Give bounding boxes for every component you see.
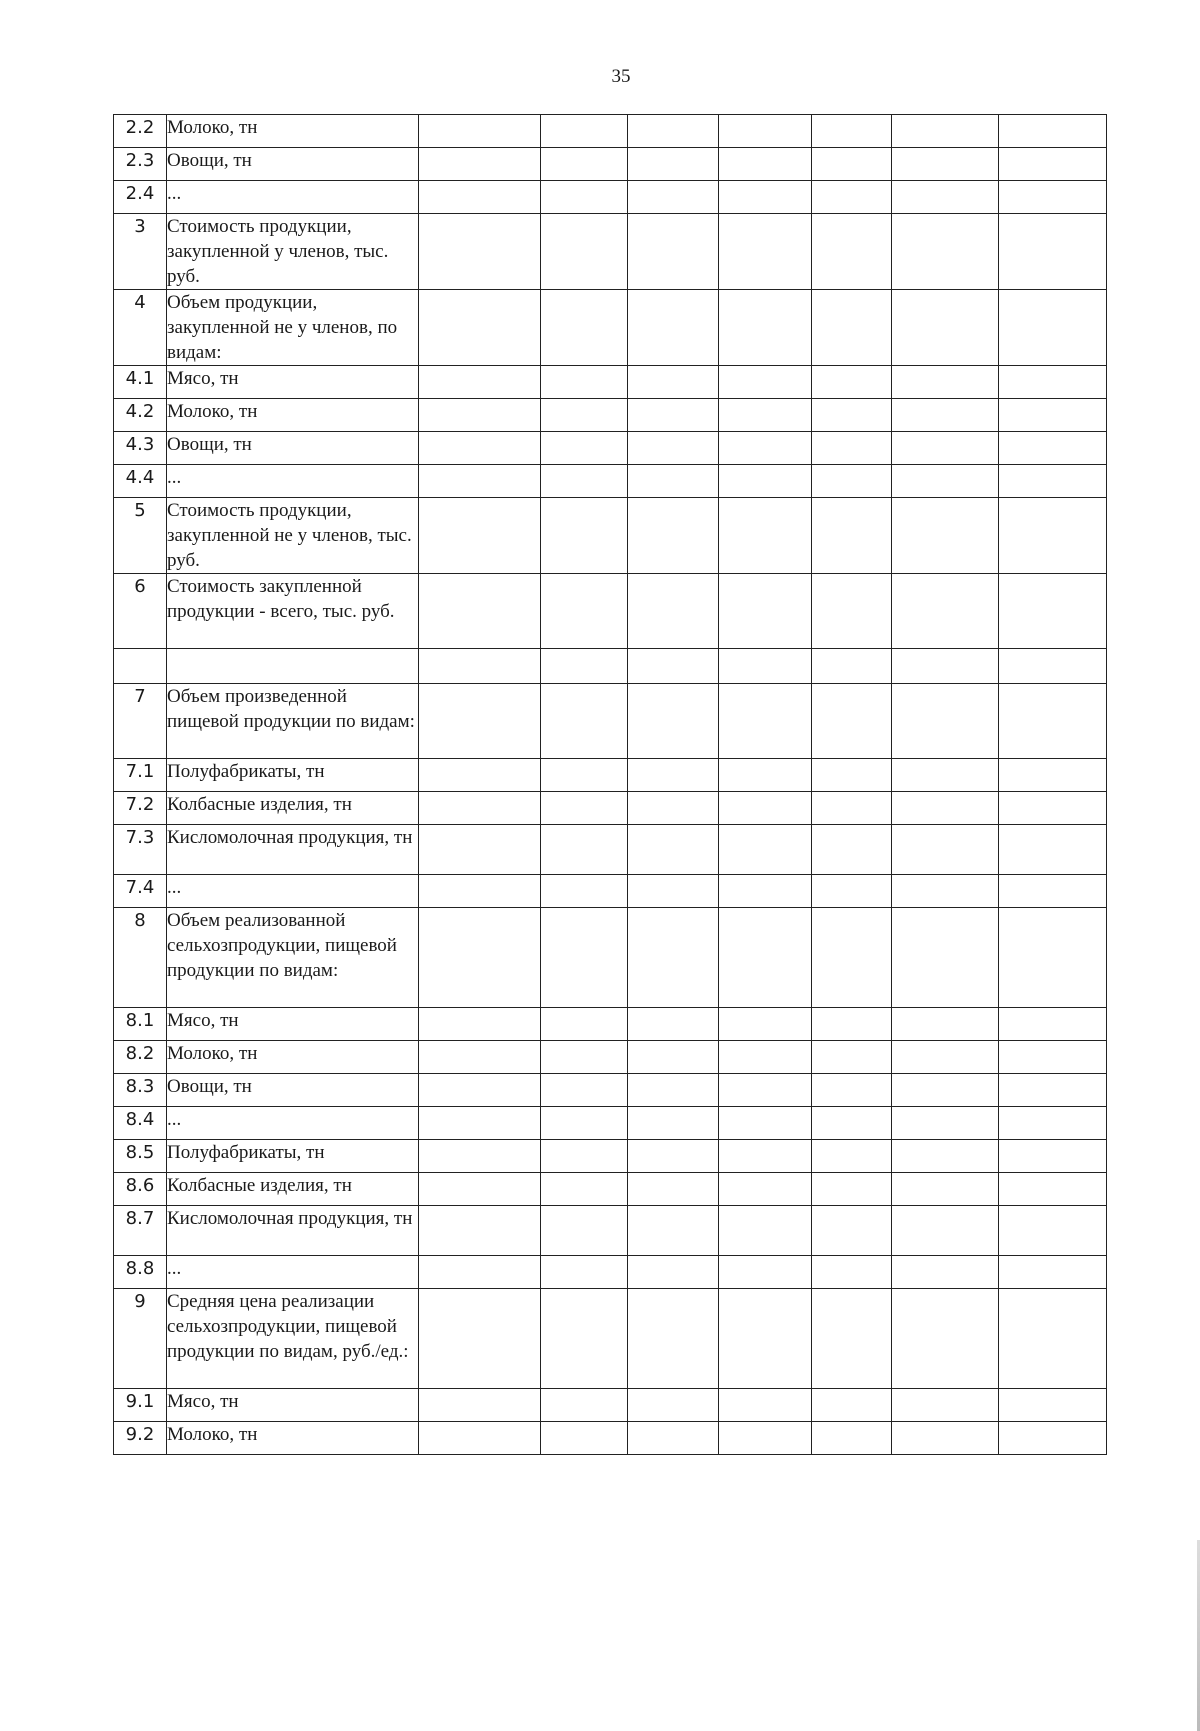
value-cell bbox=[892, 181, 999, 214]
row-label: Стоимость продукции, закупленной у членов, тыс. руб. bbox=[167, 214, 419, 290]
row-label: ... bbox=[167, 1107, 419, 1140]
value-cell bbox=[999, 498, 1107, 574]
value-cell bbox=[419, 1256, 541, 1289]
value-cell bbox=[999, 115, 1107, 148]
row-number: 9.1 bbox=[114, 1389, 167, 1422]
value-cell bbox=[812, 1206, 892, 1256]
row-number: 8.1 bbox=[114, 1008, 167, 1041]
table-row bbox=[114, 1422, 1107, 1455]
value-cell bbox=[628, 875, 719, 908]
row-number: 9.2 bbox=[114, 1422, 167, 1455]
value-cell bbox=[419, 1206, 541, 1256]
value-cell bbox=[419, 825, 541, 875]
value-cell bbox=[892, 1074, 999, 1107]
value-cell bbox=[812, 1107, 892, 1140]
table-row bbox=[114, 574, 1107, 649]
value-cell bbox=[892, 366, 999, 399]
value-cell bbox=[628, 115, 719, 148]
row-label: ... bbox=[167, 181, 419, 214]
report-table bbox=[113, 114, 1107, 1455]
value-cell bbox=[541, 1422, 628, 1455]
value-cell bbox=[719, 1289, 812, 1389]
value-cell bbox=[812, 290, 892, 366]
value-cell bbox=[812, 1074, 892, 1107]
row-number: 4.4 bbox=[114, 465, 167, 498]
value-cell bbox=[719, 498, 812, 574]
value-cell bbox=[999, 399, 1107, 432]
value-cell bbox=[628, 759, 719, 792]
value-cell bbox=[628, 792, 719, 825]
value-cell bbox=[719, 432, 812, 465]
row-number: 8.7 bbox=[114, 1206, 167, 1256]
value-cell bbox=[719, 759, 812, 792]
value-cell bbox=[999, 465, 1107, 498]
value-cell bbox=[999, 1206, 1107, 1256]
value-cell bbox=[419, 1140, 541, 1173]
value-cell bbox=[628, 1256, 719, 1289]
value-cell bbox=[719, 1422, 812, 1455]
value-cell bbox=[719, 1173, 812, 1206]
value-cell bbox=[719, 1074, 812, 1107]
value-cell bbox=[541, 1107, 628, 1140]
row-number: 8.5 bbox=[114, 1140, 167, 1173]
table-row bbox=[114, 1289, 1107, 1389]
value-cell bbox=[892, 1008, 999, 1041]
value-cell bbox=[812, 1173, 892, 1206]
table-row bbox=[114, 684, 1107, 759]
value-cell bbox=[628, 290, 719, 366]
row-number: 4 bbox=[114, 290, 167, 366]
table-row bbox=[114, 181, 1107, 214]
value-cell bbox=[541, 1389, 628, 1422]
value-cell bbox=[719, 366, 812, 399]
value-cell bbox=[419, 148, 541, 181]
value-cell bbox=[812, 432, 892, 465]
value-cell bbox=[812, 649, 892, 684]
value-cell bbox=[999, 1140, 1107, 1173]
row-label: Стоимость закупленной продукции - всего, тыс. руб. bbox=[167, 574, 419, 649]
value-cell bbox=[419, 1389, 541, 1422]
table-row bbox=[114, 649, 1107, 684]
value-cell bbox=[812, 825, 892, 875]
row-label: Овощи, тн bbox=[167, 1074, 419, 1107]
value-cell bbox=[419, 399, 541, 432]
value-cell bbox=[892, 1422, 999, 1455]
value-cell bbox=[999, 432, 1107, 465]
value-cell bbox=[719, 649, 812, 684]
row-label: Полуфабрикаты, тн bbox=[167, 759, 419, 792]
value-cell bbox=[892, 1289, 999, 1389]
value-cell bbox=[719, 1008, 812, 1041]
value-cell bbox=[541, 290, 628, 366]
row-number: 6 bbox=[114, 574, 167, 649]
value-cell bbox=[999, 1008, 1107, 1041]
value-cell bbox=[419, 498, 541, 574]
value-cell bbox=[419, 792, 541, 825]
value-cell bbox=[812, 181, 892, 214]
value-cell bbox=[541, 366, 628, 399]
value-cell bbox=[812, 1008, 892, 1041]
value-cell bbox=[541, 825, 628, 875]
table-row bbox=[114, 792, 1107, 825]
value-cell bbox=[812, 115, 892, 148]
value-cell bbox=[628, 649, 719, 684]
value-cell bbox=[719, 148, 812, 181]
value-cell bbox=[419, 1107, 541, 1140]
value-cell bbox=[419, 759, 541, 792]
value-cell bbox=[812, 759, 892, 792]
table-row bbox=[114, 875, 1107, 908]
table-row bbox=[114, 1206, 1107, 1256]
value-cell bbox=[812, 399, 892, 432]
value-cell bbox=[419, 1008, 541, 1041]
row-label bbox=[167, 649, 419, 684]
row-label: Полуфабрикаты, тн bbox=[167, 1140, 419, 1173]
value-cell bbox=[892, 290, 999, 366]
value-cell bbox=[812, 1289, 892, 1389]
row-number: 2.4 bbox=[114, 181, 167, 214]
table-row bbox=[114, 214, 1107, 290]
table-row bbox=[114, 1256, 1107, 1289]
value-cell bbox=[419, 181, 541, 214]
value-cell bbox=[628, 1389, 719, 1422]
value-cell bbox=[628, 1107, 719, 1140]
value-cell bbox=[892, 399, 999, 432]
table-row bbox=[114, 1389, 1107, 1422]
row-label: Объем продукции, закупленной не у членов, по видам: bbox=[167, 290, 419, 366]
value-cell bbox=[628, 498, 719, 574]
row-number: 4.1 bbox=[114, 366, 167, 399]
value-cell bbox=[419, 214, 541, 290]
value-cell bbox=[999, 1074, 1107, 1107]
row-number: 7.1 bbox=[114, 759, 167, 792]
table-row bbox=[114, 908, 1107, 1008]
value-cell bbox=[719, 214, 812, 290]
value-cell bbox=[628, 1422, 719, 1455]
row-label: Молоко, тн bbox=[167, 1041, 419, 1074]
value-cell bbox=[999, 908, 1107, 1008]
value-cell bbox=[541, 1206, 628, 1256]
value-cell bbox=[719, 875, 812, 908]
value-cell bbox=[419, 432, 541, 465]
row-number: 2.2 bbox=[114, 115, 167, 148]
value-cell bbox=[892, 574, 999, 649]
value-cell bbox=[892, 1107, 999, 1140]
row-number: 7.3 bbox=[114, 825, 167, 875]
table-row bbox=[114, 148, 1107, 181]
page-number: 35 bbox=[611, 66, 631, 87]
value-cell bbox=[719, 465, 812, 498]
value-cell bbox=[892, 875, 999, 908]
row-label: Объем произведенной пищевой продукции по видам: bbox=[167, 684, 419, 759]
value-cell bbox=[892, 684, 999, 759]
value-cell bbox=[999, 290, 1107, 366]
table-row bbox=[114, 498, 1107, 574]
value-cell bbox=[999, 1389, 1107, 1422]
table-row bbox=[114, 432, 1107, 465]
value-cell bbox=[419, 1173, 541, 1206]
value-cell bbox=[541, 1289, 628, 1389]
row-number: 7.2 bbox=[114, 792, 167, 825]
value-cell bbox=[419, 465, 541, 498]
row-label: ... bbox=[167, 875, 419, 908]
value-cell bbox=[541, 432, 628, 465]
value-cell bbox=[419, 1041, 541, 1074]
row-number: 7 bbox=[114, 684, 167, 759]
value-cell bbox=[892, 214, 999, 290]
value-cell bbox=[628, 825, 719, 875]
value-cell bbox=[628, 148, 719, 181]
value-cell bbox=[419, 574, 541, 649]
value-cell bbox=[719, 792, 812, 825]
value-cell bbox=[628, 181, 719, 214]
value-cell bbox=[419, 649, 541, 684]
value-cell bbox=[419, 1422, 541, 1455]
value-cell bbox=[892, 1389, 999, 1422]
value-cell bbox=[541, 1140, 628, 1173]
value-cell bbox=[812, 214, 892, 290]
row-number: 2.3 bbox=[114, 148, 167, 181]
value-cell bbox=[999, 1041, 1107, 1074]
value-cell bbox=[628, 1289, 719, 1389]
value-cell bbox=[892, 432, 999, 465]
value-cell bbox=[892, 1173, 999, 1206]
value-cell bbox=[999, 214, 1107, 290]
value-cell bbox=[719, 115, 812, 148]
value-cell bbox=[812, 1140, 892, 1173]
row-label: Молоко, тн bbox=[167, 1422, 419, 1455]
value-cell bbox=[719, 574, 812, 649]
value-cell bbox=[999, 759, 1107, 792]
value-cell bbox=[719, 684, 812, 759]
value-cell bbox=[541, 1008, 628, 1041]
value-cell bbox=[419, 1289, 541, 1389]
value-cell bbox=[812, 875, 892, 908]
value-cell bbox=[541, 759, 628, 792]
value-cell bbox=[719, 181, 812, 214]
value-cell bbox=[541, 875, 628, 908]
row-label: Колбасные изделия, тн bbox=[167, 792, 419, 825]
row-number: 9 bbox=[114, 1289, 167, 1389]
value-cell bbox=[541, 684, 628, 759]
value-cell bbox=[999, 1289, 1107, 1389]
table-row bbox=[114, 399, 1107, 432]
value-cell bbox=[628, 1008, 719, 1041]
table-row bbox=[114, 465, 1107, 498]
row-number: 8.3 bbox=[114, 1074, 167, 1107]
value-cell bbox=[719, 1389, 812, 1422]
row-number: 8 bbox=[114, 908, 167, 1008]
value-cell bbox=[419, 366, 541, 399]
row-number: 4.2 bbox=[114, 399, 167, 432]
table-row bbox=[114, 290, 1107, 366]
table-row bbox=[114, 1074, 1107, 1107]
value-cell bbox=[892, 792, 999, 825]
value-cell bbox=[628, 1206, 719, 1256]
value-cell bbox=[892, 1140, 999, 1173]
value-cell bbox=[719, 1256, 812, 1289]
row-number: 7.4 bbox=[114, 875, 167, 908]
value-cell bbox=[719, 825, 812, 875]
value-cell bbox=[628, 684, 719, 759]
value-cell bbox=[628, 214, 719, 290]
value-cell bbox=[892, 649, 999, 684]
value-cell bbox=[719, 1041, 812, 1074]
table-row bbox=[114, 759, 1107, 792]
value-cell bbox=[541, 908, 628, 1008]
value-cell bbox=[892, 759, 999, 792]
value-cell bbox=[541, 181, 628, 214]
value-cell bbox=[999, 875, 1107, 908]
row-number: 8.2 bbox=[114, 1041, 167, 1074]
row-number: 8.8 bbox=[114, 1256, 167, 1289]
value-cell bbox=[892, 908, 999, 1008]
report-table-body bbox=[114, 115, 1107, 1455]
value-cell bbox=[719, 290, 812, 366]
value-cell bbox=[999, 366, 1107, 399]
value-cell bbox=[719, 1140, 812, 1173]
value-cell bbox=[628, 432, 719, 465]
value-cell bbox=[812, 366, 892, 399]
value-cell bbox=[999, 148, 1107, 181]
value-cell bbox=[541, 1173, 628, 1206]
row-number: 4.3 bbox=[114, 432, 167, 465]
value-cell bbox=[541, 465, 628, 498]
value-cell bbox=[541, 1256, 628, 1289]
value-cell bbox=[892, 465, 999, 498]
value-cell bbox=[628, 399, 719, 432]
value-cell bbox=[419, 115, 541, 148]
table-row bbox=[114, 366, 1107, 399]
value-cell bbox=[999, 574, 1107, 649]
row-label: Молоко, тн bbox=[167, 399, 419, 432]
row-label: Объем реализованной сельхозпродукции, пищевой продукции по видам: bbox=[167, 908, 419, 1008]
row-label: Овощи, тн bbox=[167, 148, 419, 181]
value-cell bbox=[541, 148, 628, 181]
value-cell bbox=[892, 115, 999, 148]
row-number bbox=[114, 649, 167, 684]
value-cell bbox=[419, 684, 541, 759]
row-label: ... bbox=[167, 465, 419, 498]
row-number: 5 bbox=[114, 498, 167, 574]
row-number: 8.6 bbox=[114, 1173, 167, 1206]
row-label: Средняя цена реализации сельхозпродукции, пищевой продукции по видам, руб./ед.: bbox=[167, 1289, 419, 1389]
row-label: Мясо, тн bbox=[167, 366, 419, 399]
value-cell bbox=[628, 1173, 719, 1206]
value-cell bbox=[628, 366, 719, 399]
row-label: ... bbox=[167, 1256, 419, 1289]
value-cell bbox=[419, 290, 541, 366]
value-cell bbox=[419, 1074, 541, 1107]
value-cell bbox=[892, 1041, 999, 1074]
value-cell bbox=[812, 792, 892, 825]
value-cell bbox=[541, 399, 628, 432]
row-label: Овощи, тн bbox=[167, 432, 419, 465]
value-cell bbox=[719, 908, 812, 1008]
row-label: Мясо, тн bbox=[167, 1389, 419, 1422]
table-row bbox=[114, 1107, 1107, 1140]
value-cell bbox=[812, 498, 892, 574]
value-cell bbox=[999, 1107, 1107, 1140]
value-cell bbox=[628, 908, 719, 1008]
value-cell bbox=[999, 1173, 1107, 1206]
value-cell bbox=[628, 1140, 719, 1173]
row-label: Стоимость продукции, закупленной не у членов, тыс. руб. bbox=[167, 498, 419, 574]
value-cell bbox=[812, 1041, 892, 1074]
row-label: Мясо, тн bbox=[167, 1008, 419, 1041]
value-cell bbox=[541, 574, 628, 649]
value-cell bbox=[541, 1074, 628, 1107]
value-cell bbox=[541, 115, 628, 148]
value-cell bbox=[628, 1074, 719, 1107]
value-cell bbox=[719, 1206, 812, 1256]
value-cell bbox=[892, 1256, 999, 1289]
value-cell bbox=[892, 825, 999, 875]
value-cell bbox=[999, 181, 1107, 214]
value-cell bbox=[812, 684, 892, 759]
value-cell bbox=[719, 399, 812, 432]
table-row bbox=[114, 1173, 1107, 1206]
table-row bbox=[114, 1140, 1107, 1173]
table-row bbox=[114, 1008, 1107, 1041]
row-label: Кисломолочная продукция, тн bbox=[167, 1206, 419, 1256]
value-cell bbox=[812, 1256, 892, 1289]
value-cell bbox=[628, 1041, 719, 1074]
value-cell bbox=[892, 148, 999, 181]
value-cell bbox=[999, 1256, 1107, 1289]
table-row bbox=[114, 1041, 1107, 1074]
value-cell bbox=[541, 649, 628, 684]
value-cell bbox=[812, 1389, 892, 1422]
value-cell bbox=[628, 574, 719, 649]
value-cell bbox=[628, 465, 719, 498]
value-cell bbox=[999, 1422, 1107, 1455]
value-cell bbox=[812, 148, 892, 181]
value-cell bbox=[541, 214, 628, 290]
value-cell bbox=[719, 1107, 812, 1140]
value-cell bbox=[541, 1041, 628, 1074]
row-label: Колбасные изделия, тн bbox=[167, 1173, 419, 1206]
value-cell bbox=[999, 684, 1107, 759]
value-cell bbox=[999, 792, 1107, 825]
value-cell bbox=[419, 875, 541, 908]
value-cell bbox=[892, 1206, 999, 1256]
row-label: Кисломолочная продукция, тн bbox=[167, 825, 419, 875]
row-number: 8.4 bbox=[114, 1107, 167, 1140]
row-label: Молоко, тн bbox=[167, 115, 419, 148]
value-cell bbox=[812, 574, 892, 649]
value-cell bbox=[419, 908, 541, 1008]
value-cell bbox=[812, 1422, 892, 1455]
value-cell bbox=[812, 908, 892, 1008]
row-number: 3 bbox=[114, 214, 167, 290]
value-cell bbox=[999, 825, 1107, 875]
value-cell bbox=[999, 649, 1107, 684]
table-row bbox=[114, 825, 1107, 875]
value-cell bbox=[812, 465, 892, 498]
value-cell bbox=[541, 792, 628, 825]
value-cell bbox=[541, 498, 628, 574]
value-cell bbox=[892, 498, 999, 574]
table-row bbox=[114, 115, 1107, 148]
